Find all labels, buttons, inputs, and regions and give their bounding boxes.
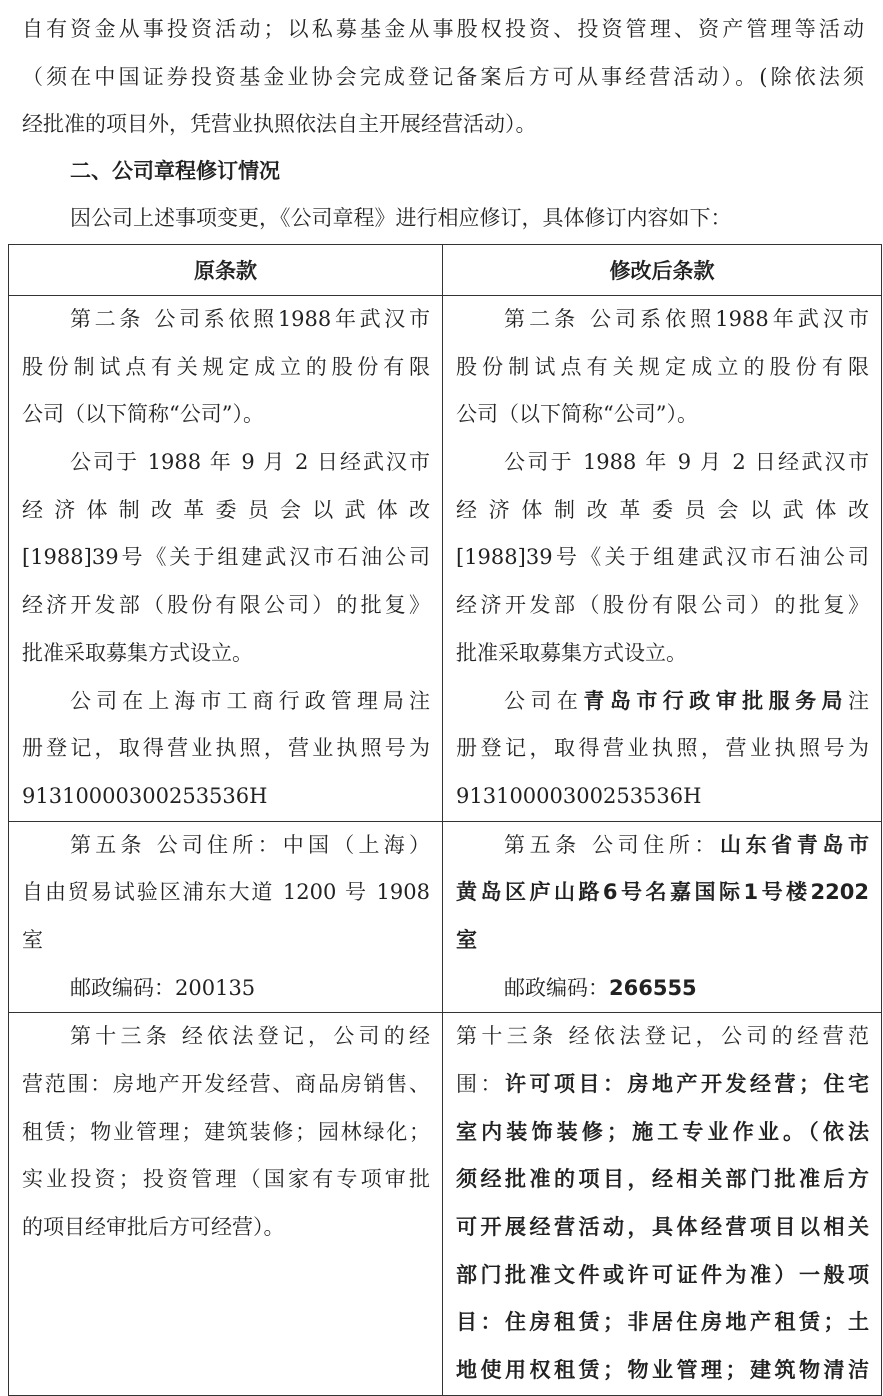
clause-line	[456, 344, 869, 392]
text: 公司于 1988 年 9 月 2 日经武汉市	[504, 450, 869, 475]
clause-line	[456, 917, 869, 965]
clause-line	[22, 1109, 430, 1157]
text: [1988]39号《关于组建武汉市石油公司	[22, 545, 430, 570]
clause-line	[22, 1156, 430, 1204]
bold-text: 黄岛区庐山路6号名嘉国际1号楼2202	[456, 880, 869, 905]
table-row	[9, 821, 882, 1013]
clause-line	[22, 965, 430, 1013]
bold-text: 可开展经营活动，具体经营项目以相关	[456, 1215, 869, 1240]
paragraph-line: （须在中国证券投资基金业协会完成登记备案后方可从事经营活动）。(除依法须	[22, 64, 864, 89]
bold-text: 青岛市行政审批服务局	[583, 688, 849, 713]
text: 围：	[456, 1072, 505, 1096]
text: 册登记，取得营业执照，营业执照号为	[456, 736, 869, 761]
intro-text: 因公司上述事项变更，《公司章程》进行相应修订，具体修订内容如下：	[70, 206, 732, 230]
text: 册登记，取得营业执照，营业执照号为	[22, 736, 430, 761]
clause-line	[456, 773, 869, 821]
bold-text: 部门批准文件或许可证件为准）一般项	[456, 1262, 869, 1287]
clause-line	[456, 391, 869, 439]
text: 注	[848, 688, 870, 713]
bold-text: 目：住房租赁；非居住房地产租赁；土	[456, 1310, 869, 1335]
text: 经济开发部（股份有限公司）的批复》	[456, 593, 869, 618]
text: 经济体制改革委员会以武体改	[456, 497, 869, 522]
text: 公司在上海市工商行政管理局注	[70, 688, 430, 713]
text: 第十三条 经依法登记，公司的经	[70, 1024, 430, 1049]
header-revised: 修改后条款	[443, 245, 882, 296]
section-heading: 二、公司章程修订情况	[70, 159, 280, 183]
bold-text: 室	[456, 927, 477, 952]
revised-clause-cell	[443, 821, 882, 1013]
bold-text: 地使用权租赁；物业管理；建筑物清洁	[456, 1358, 869, 1383]
text: 经济开发部（股份有限公司）的批复》	[22, 593, 430, 618]
clause-line	[22, 1013, 430, 1061]
clause-line	[456, 1252, 869, 1300]
clause-line	[456, 439, 869, 487]
text: 公司（以下简称“公司”）。	[456, 402, 698, 427]
table-row	[9, 1013, 882, 1396]
clause-line	[22, 439, 430, 487]
bold-text: 须经批准的项目，经相关部门批准后方	[456, 1167, 869, 1192]
original-clause-cell	[9, 1013, 443, 1396]
clause-line	[456, 725, 869, 773]
text: 91310000300253536H	[456, 783, 702, 808]
clause-line	[456, 296, 869, 344]
bold-text: 室内装饰装修；施工专业作业。（依法	[456, 1119, 869, 1144]
clause-line	[22, 630, 430, 678]
header-original: 原条款	[9, 245, 443, 296]
clause-line	[22, 1061, 430, 1109]
clause-line	[456, 1156, 869, 1204]
clause-line	[22, 534, 430, 582]
clause-line	[456, 1013, 869, 1061]
paragraph-line: 自有资金从事投资活动；以私募基金从事股权投资、投资管理、资产管理等活动	[22, 17, 864, 41]
text: 室	[22, 927, 43, 952]
text: 91310000300253536H	[22, 783, 268, 808]
text: 公司（以下简称“公司”）。	[22, 402, 264, 427]
clause-line	[456, 487, 869, 535]
original-clause-cell	[9, 821, 443, 1013]
clause-line	[22, 822, 430, 870]
text: 第十三条 经依法登记，公司的经营范	[456, 1024, 869, 1049]
clause-line	[456, 1061, 869, 1109]
clause-line	[456, 869, 869, 917]
bold-text: 266555	[609, 975, 697, 1000]
clause-line	[456, 582, 869, 630]
text: 租赁；物业管理；建筑装修；园林绿化；	[22, 1119, 430, 1144]
clause-line	[22, 917, 430, 965]
text: 批准采取募集方式设立。	[22, 640, 253, 665]
text: 邮政编码：	[504, 975, 609, 1000]
clause-line	[22, 391, 430, 439]
clause-line	[456, 965, 869, 1013]
top-paragraph	[22, 6, 864, 149]
revised-clause-cell	[443, 296, 882, 822]
text: [1988]39号《关于组建武汉市石油公司	[456, 545, 869, 570]
clause-line	[456, 822, 869, 870]
text: 营范围：房地产开发经营、商品房销售、	[22, 1072, 430, 1096]
clause-line	[456, 1299, 869, 1347]
clause-line	[22, 869, 430, 917]
table-row	[9, 296, 882, 822]
text: 公司在	[504, 688, 584, 713]
clause-line	[22, 487, 430, 535]
clause-line	[22, 678, 430, 726]
text: 邮政编码：200135	[70, 975, 256, 1000]
clause-line	[22, 773, 430, 821]
clause-line	[456, 534, 869, 582]
clause-line	[22, 296, 430, 344]
text: 实业投资；投资管理（国家有专项审批	[22, 1167, 430, 1192]
clause-line	[456, 1204, 869, 1252]
table-header-row	[9, 245, 882, 296]
clause-line	[456, 678, 869, 726]
clause-line	[22, 725, 430, 773]
clause-line	[22, 344, 430, 392]
clause-line	[456, 1109, 869, 1157]
paragraph-line: 经批准的项目外，凭营业执照依法自主开展经营活动）。	[22, 112, 537, 137]
text: 批准采取募集方式设立。	[456, 640, 687, 665]
text: 第二条 公司系依照1988年武汉市	[504, 307, 869, 331]
revision-table	[8, 244, 882, 1396]
bold-text: 山东省青岛市	[720, 832, 869, 857]
text: 的项目经审批后方可经营）。	[22, 1215, 285, 1240]
original-clause-cell	[9, 296, 443, 822]
clause-line	[456, 1347, 869, 1395]
clause-line	[22, 582, 430, 630]
text: 股份制试点有关规定成立的股份有限	[456, 354, 869, 379]
bold-text: 许可项目：房地产开发经营；住宅	[505, 1072, 869, 1096]
revised-clause-cell	[443, 1013, 882, 1396]
text: 公司于 1988 年 9 月 2 日经武汉市	[70, 450, 430, 475]
clause-line	[456, 630, 869, 678]
text: 第五条 公司住所：中国（上海）	[70, 832, 430, 857]
text: 股份制试点有关规定成立的股份有限	[22, 354, 430, 379]
text: 自由贸易试验区浦东大道 1200 号 1908	[22, 880, 430, 905]
clause-line	[22, 1204, 430, 1252]
text: 第二条 公司系依照1988年武汉市	[70, 307, 430, 331]
text: 经济体制改革委员会以武体改	[22, 497, 430, 522]
text: 第五条 公司住所：	[504, 832, 721, 857]
